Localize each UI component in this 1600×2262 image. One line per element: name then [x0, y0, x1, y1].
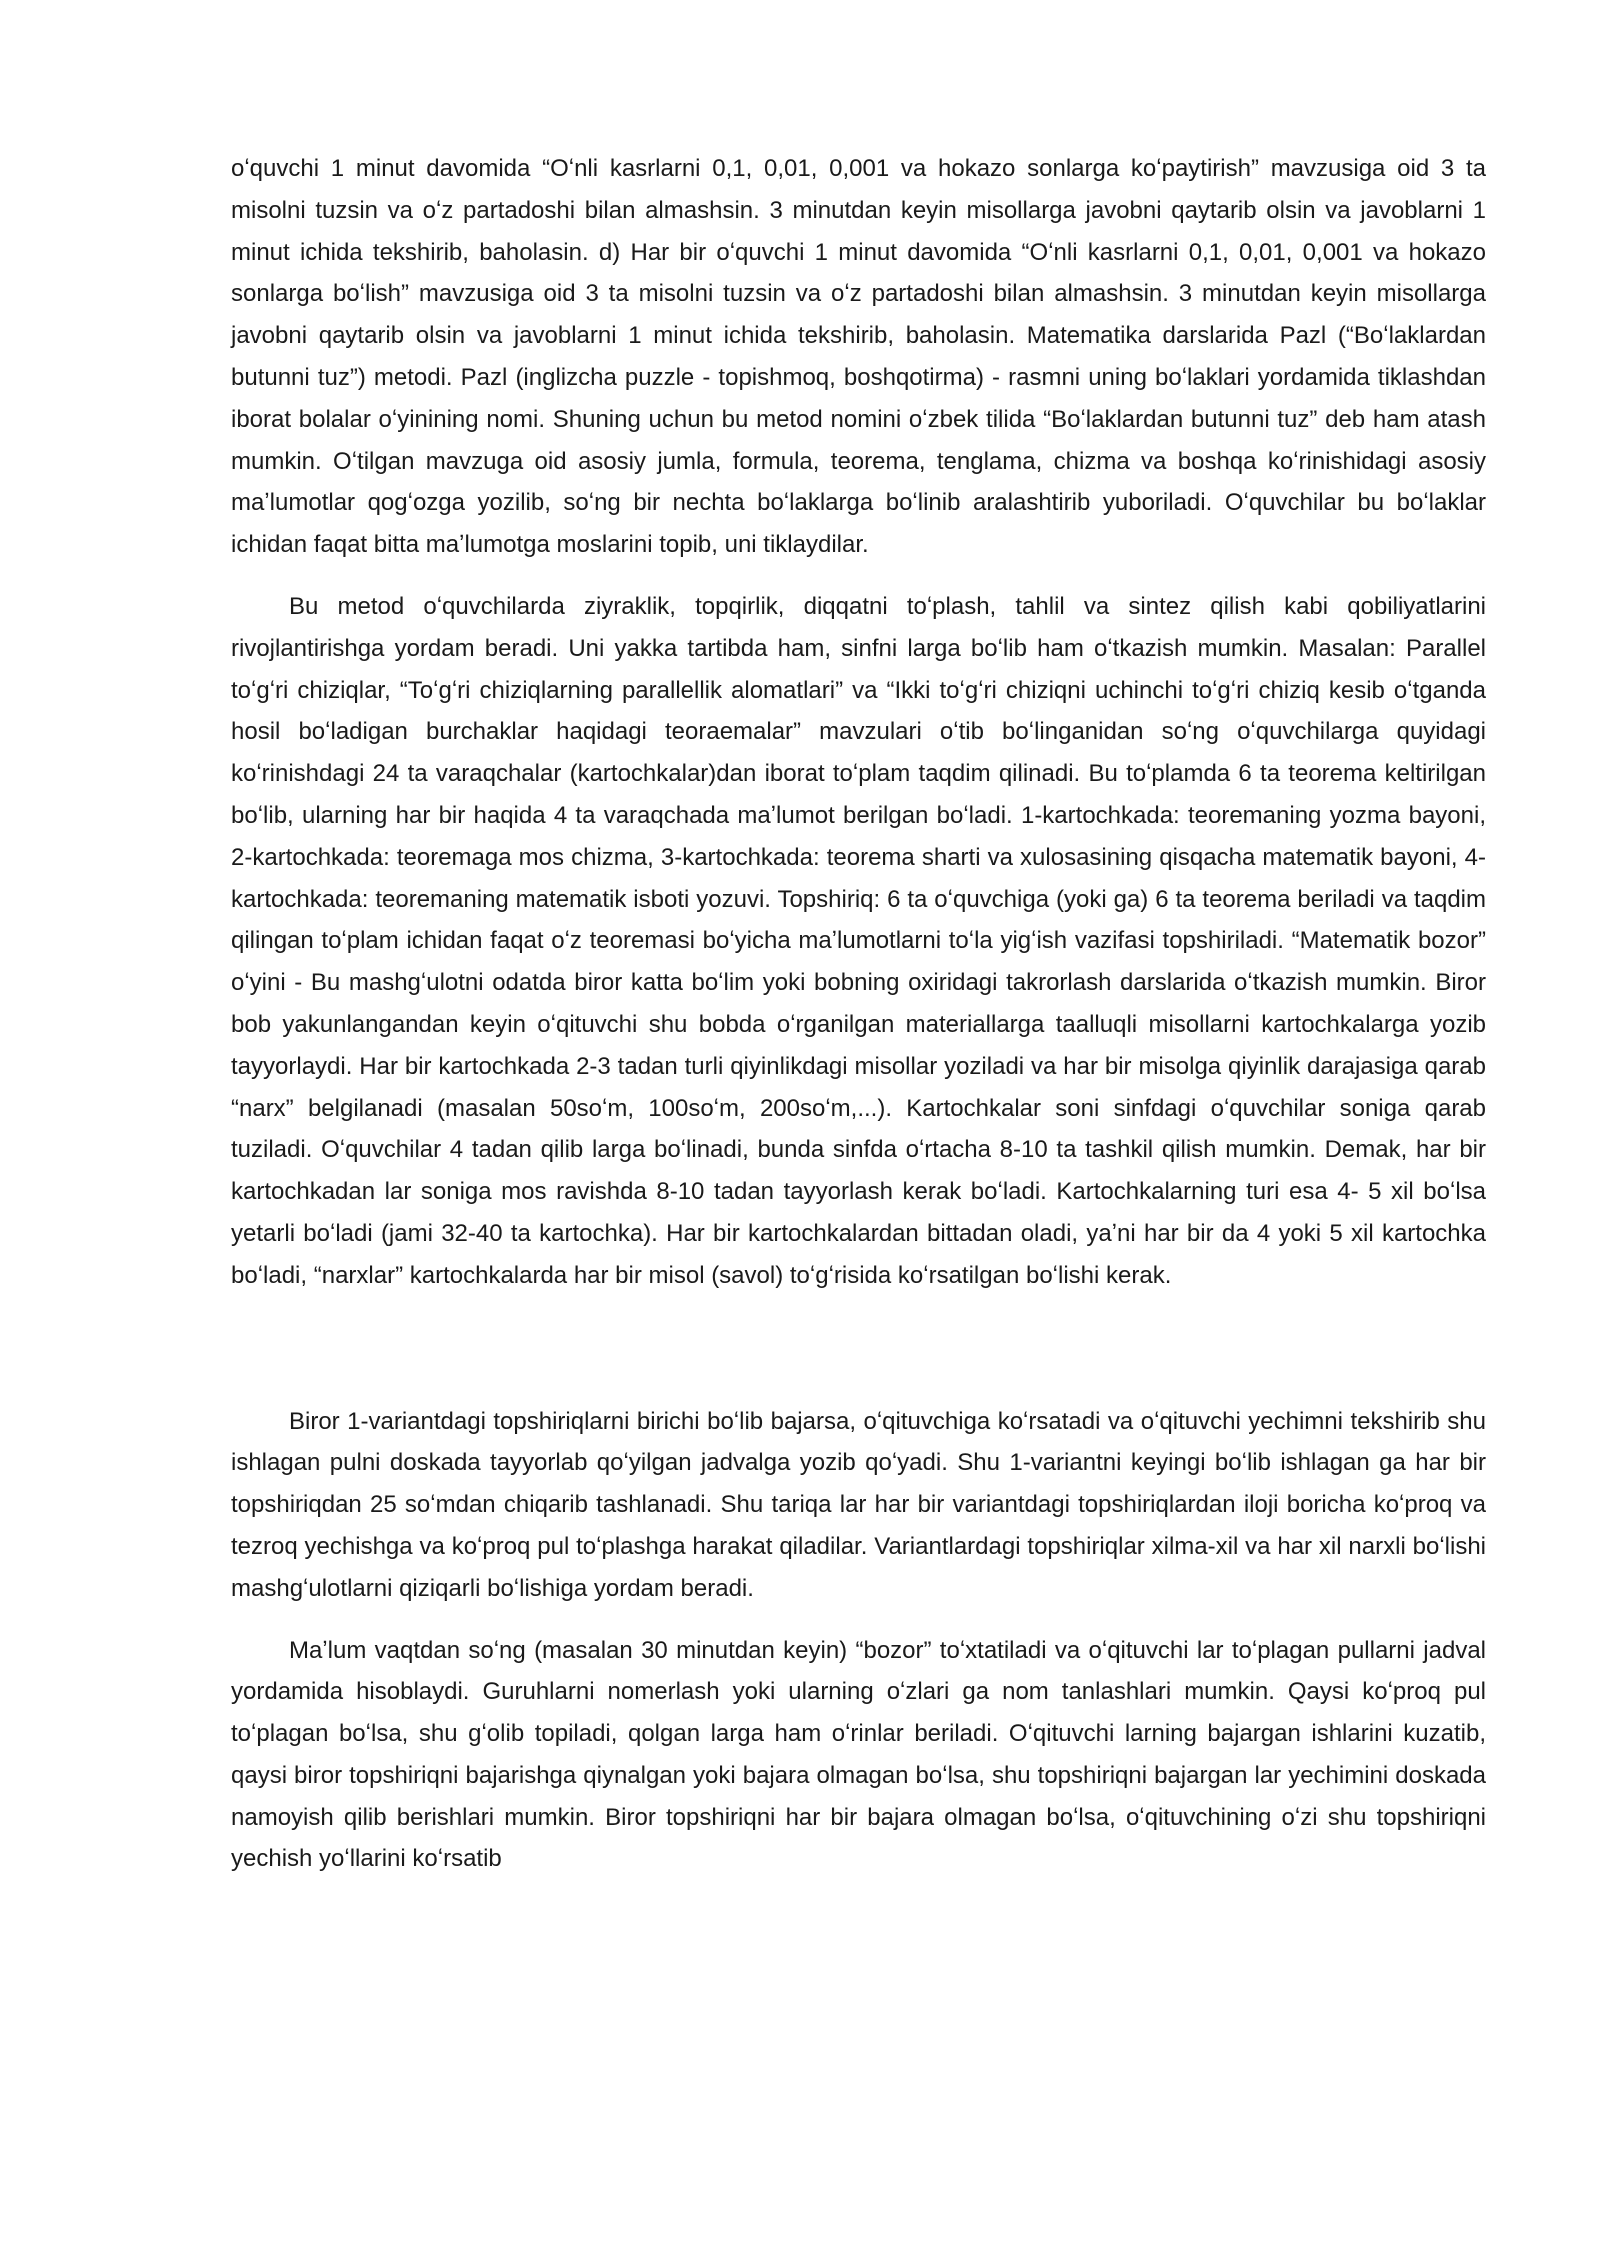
paragraph-variant-tasks: Biror 1-variantdagi topshiriqlarni birichi boʻlib bajarsa, oʻqituvchiga koʻrsatadi va oʻqituvchi yechimni tekshirib shu ishlagan pulni doskada tayyorlab qoʻyilgan jadvalga yozib qoʻyadi. Shu 1-variantni keyingi boʻlib ishlagan ga har bir topshiriqdan 25 soʻmdan chiqarib tashlanadi. Shu tariqa lar har bir variantdagi topshiriqlardan iloji boricha koʻproq va tezroq yechishga va koʻproq pul toʻplashga harakat qiladilar. Variantlardagi topshiriqlar xilma-xil va har xil narxli boʻlishi mashgʻulotlarni qiziqarli boʻlishiga yordam beradi. [231, 1407, 1486, 1602]
paragraph-spacer [231, 1297, 1486, 1401]
paragraph-spacer [231, 1610, 1486, 1630]
paragraph-pazl-method: oʻquvchi 1 minut davomida “Oʻnli kasrlarni 0,1, 0,01, 0,001 va hokazo sonlarga koʻpaytirish” mavzusiga oid 3 ta misolni tuzsin va oʻz partadoshi bilan almashsin. 3 minutdan keyin misollarga javobni qaytarib olsin va javoblarni 1 minut ichida tekshirib, baholasin. d) Har bir oʻquvchi 1 minut davomida “Oʻnli kasrlarni 0,1, 0,01, 0,001 va hokazo sonlarga boʻlish” mavzusiga oid 3 ta misolni tuzsin va oʻz partadoshi bilan almashsin. 3 minutdan keyin misollarga javobni qaytarib olsin va javoblarni 1 minut ichida tekshirib, baholasin. Matematika darslarida Pazl (“Boʻlaklardan butunni tuz”) metodi. Pazl (inglizcha puzzle - topishmoq, boshqotirma) - rasmni uning boʻlaklari yordamida tiklashdan iborat bolalar oʻyinining nomi. Shuning uchun bu metod nomini oʻzbek tilida “Boʻlaklardan butunni tuz” deb ham atash mumkin. Oʻtilgan mavzuga oid asosiy jumla, formula, teorema, tenglama, chizma va boshqa koʻrinishidagi asosiy maʼlumotlar qogʻozga yozilib, soʻng bir nechta boʻlaklarga boʻlinib aralashtirib yuboriladi. Oʻquvchilar bu boʻlaklar ichidan faqat bitta maʼlumotga moslarini topib, uni tiklaydilar. [231, 155, 1486, 559]
document-body [231, 148, 1486, 1880]
paragraph-bozor-results: Maʼlum vaqtdan soʻng (masalan 30 minutdan keyin) “bozor” toʻxtatiladi va oʻqituvchi lar toʻplagan pullarni jadval yordamida hisoblaydi. Guruhlarni nomerlash yoki ularning oʻzlari ga nom tanlashlari mumkin. Qaysi koʻproq pul toʻplagan boʻlsa, shu gʻolib topiladi, qolgan larga ham oʻrinlar beriladi. Oʻqituvchi larning bajargan ishlarini kuzatib, qaysi biror topshiriqni bajarishga qiynalgan yoki bajara olmagan boʻlsa, shu topshiriqni bajargan lar yechimini doskada namoyish qilib berishlari mumkin. Biror topshiriqni har bir bajara olmagan boʻlsa, oʻqituvchining oʻzi shu topshiriqni yechish yoʻllarini koʻrsatib [231, 1636, 1486, 1873]
paragraph-method-benefits: Bu metod oʻquvchilarda ziyraklik, topqirlik, diqqatni toʻplash, tahlil va sintez qilish kabi qobiliyatlarini rivojlantirishga yordam beradi. Uni yakka tartibda ham, sinfni larga boʻlib ham oʻtkazish mumkin. Masalan: Parallel toʻgʻri chiziqlar, “Toʻgʻri chiziqlarning parallellik alomatlari” va “Ikki toʻgʻri chiziqni uchinchi toʻgʻri chiziq kesib oʻtganda hosil boʻladigan burchaklar haqidagi teoraemalar” mavzulari oʻtib boʻlinganidan soʻng oʻquvchilarga quyidagi koʻrinishdagi 24 ta varaqchalar (kartochkalar)dan iborat toʻplam taqdim qilinadi. Bu toʻplamda 6 ta teorema keltirilgan boʻlib, ularning har bir haqida 4 ta varaqchada maʼlumot berilgan boʻladi. 1-kartochkada: teoremaning yozma bayoni, 2-kartochkada: teoremaga mos chizma, 3-kartochkada: teorema sharti va xulosasining qisqacha matematik bayoni, 4-kartochkada: teoremaning matematik isboti yozuvi. Topshiriq: 6 ta oʻquvchiga (yoki ga) 6 ta teorema beriladi va taqdim qilingan toʻplam ichidan faqat oʻz teoremasi boʻyicha maʼlumotlarni toʻla yigʻish vazifasi topshiriladi. “Matematik bozor” oʻyini - Bu mashgʻulotni odatda biror katta boʻlim yoki bobning oxiridagi takrorlash darslarida oʻtkazish mumkin. Biror bob yakunlangandan keyin oʻqituvchi shu bobda oʻrganilgan materiallarga taalluqli misollarni kartochkalarga yozib tayyorlaydi. Har bir kartochkada 2-3 tadan turli qiyinlikdagi misollar yoziladi va har bir misolga qiyinlik darajasiga qarab “narx” belgilanadi (masalan 50soʻm, 100soʻm, 200soʻm,...). Kartochkalar soni sinfdagi oʻquvchilar soniga qarab tuziladi. Oʻquvchilar 4 tadan qilib larga boʻlinadi, bunda sinfda oʻrtacha 8-10 ta tashkil qilish mumkin. Demak, har bir kartochkadan lar soniga mos ravishda 8-10 tadan tayyorlash kerak boʻladi. Kartochkalarning turi esa 4- 5 xil boʻlsa yetarli boʻladi (jami 32-40 ta kartochka). Har bir kartochkalardan bittadan oladi, yaʼni har bir da 4 yoki 5 xil kartochka boʻladi, “narxlar” kartochkalarda har bir misol (savol) toʻgʻrisida koʻrsatilgan boʻlishi kerak. [231, 592, 1486, 1289]
paragraph-spacer [231, 566, 1486, 586]
